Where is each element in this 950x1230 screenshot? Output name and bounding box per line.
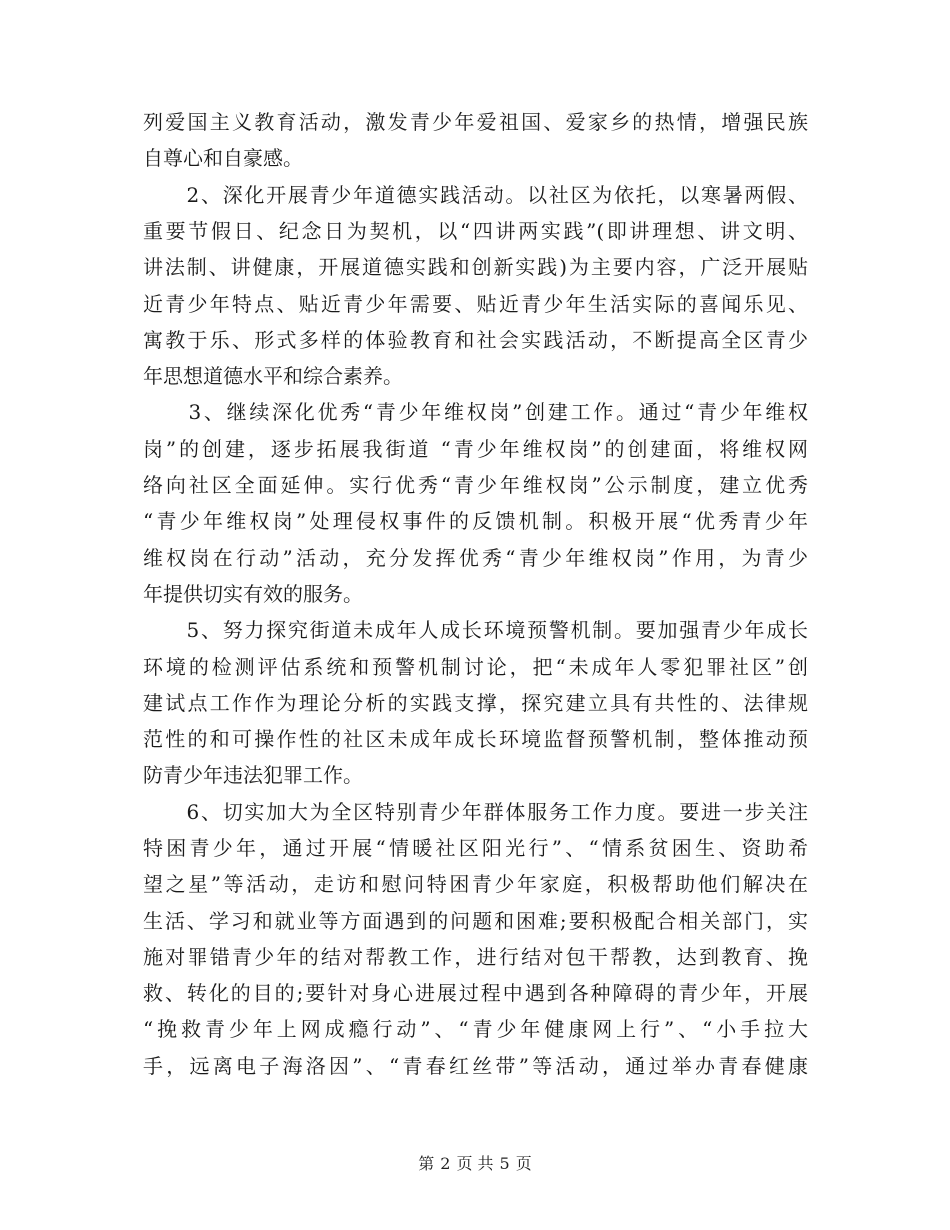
text-line: 5、努力探究街道未成年人成长环境预警机制。要加强青少年成长 [143,618,808,642]
text-line: 特困青少年，通过开展“情暖社区阳光行”、“情系贫困生、资助希 [143,836,808,860]
text-line: 岗”的创建，逐步拓展我街道 “青少年维权岗”的创建面，将维权网 [143,437,808,461]
text-line: 救、转化的目的;要针对身心进展过程中遇到各种障碍的青少年，开展 [143,981,808,1005]
text-line: 望之星”等活动，走访和慰问特困青少年家庭，积极帮助他们解决在 [143,872,808,896]
text-line: 环境的检测评估系统和预警机制讨论，把“未成年人零犯罪社区”创 [143,655,808,679]
text-line: 手，远离电子海洛因”、“青春红丝带”等活动，通过举办青春健康 [143,1054,808,1078]
total-page-number: 5 [499,1154,510,1173]
text-line: 年思想道德水平和综合素养。 [143,364,403,388]
text-line: 络向社区全面延伸。实行优秀“青少年维权岗”公示制度，建立优秀 [143,473,808,497]
text-line: “挽救青少年上网成瘾行动”、“青少年健康网上行”、“小手拉大 [143,1017,808,1041]
text-line: 列爱国主义教育活动，激发青少年爱祖国、爱家乡的热情，增强民族 [143,110,808,134]
text-line: 寓教于乐、形式多样的体验教育和社会实践活动，不断提高全区青少 [143,328,808,352]
current-page-number: 2 [440,1154,451,1173]
text-line: 维权岗在行动”活动，充分发挥优秀“青少年维权岗”作用，为青少 [143,546,808,570]
text-line: 重要节假日、纪念日为契机，以“四讲两实践”(即讲理想、讲文明、 [143,219,808,243]
page-prefix: 第 [418,1154,435,1173]
text-line: 6、切实加大为全区特别青少年群体服务工作力度。要进一步关注 [143,800,808,824]
text-line: 年提供切实有效的服务。 [143,582,363,606]
text-line: 2、深化开展青少年道德实践活动。以社区为依托，以寒暑两假、 [143,183,808,207]
text-line: 施对罪错青少年的结对帮教工作，进行结对包干帮教，达到教育、挽 [143,945,808,969]
page-footer [0,1152,950,1176]
text-line: 近青少年特点、贴近青少年需要、贴近青少年生活实际的喜闻乐见、 [143,292,808,316]
text-line: 3、继续深化优秀“青少年维权岗”创建工作。通过“青少年维权 [143,400,808,424]
text-line: 讲法制、讲健康，开展道德实践和创新实践)为主要内容，广泛开展贴 [143,255,808,279]
text-line: 范性的和可操作性的社区未成年成长环境监督预警机制，整体推动预 [143,727,808,751]
page-suffix: 页 [515,1154,532,1173]
text-line: 建试点工作作为理论分析的实践支撑，探究建立具有共性的、法律规 [143,691,808,715]
text-line: 防青少年违法犯罪工作。 [143,763,363,787]
text-line: 自尊心和自豪感。 [143,146,303,170]
text-line: 生活、学习和就业等方面遇到的问题和困难;要积极配合相关部门，实 [143,909,808,933]
page-mid: 页 共 [456,1154,494,1173]
text-line: “青少年维权岗”处理侵权事件的反馈机制。积极开展“优秀青少年 [143,509,808,533]
